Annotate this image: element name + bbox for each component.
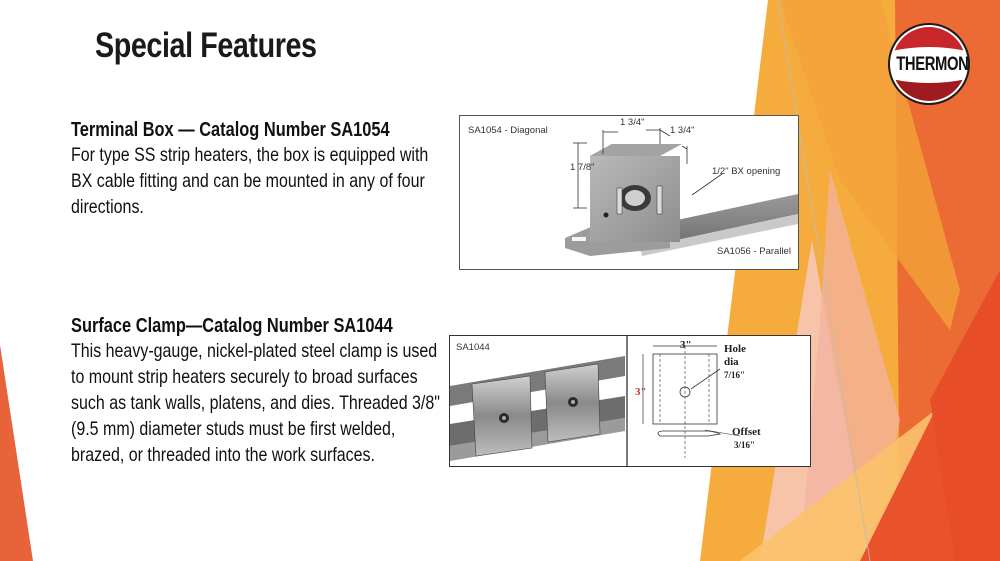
hole-size-label: 7/16"	[724, 370, 745, 380]
surface-clamp-figure	[449, 335, 811, 467]
dimension-width: 1 3/4"	[620, 117, 645, 128]
surface-clamp-heading: Surface Clamp—Catalog Number SA1044	[71, 315, 393, 337]
surface-clamp-illustration-icon	[450, 336, 810, 466]
logo-text: THERMON	[896, 54, 969, 75]
offset-label: Offset	[732, 426, 761, 438]
clamp-height-dimension: 3"	[635, 386, 647, 398]
offset-size-label: 3/16"	[734, 440, 755, 450]
figure-label-sa1044: SA1044	[456, 342, 490, 353]
terminal-box-section	[71, 118, 448, 220]
terminal-box-description: For type SS strip heaters, the box is equipped with BX cable fitting and can be mounted in any of four directions.	[71, 144, 429, 218]
surface-clamp-description: This heavy-gauge, nickel-plated steel clamp is used to mount strip heaters securely to broad surfaces such as tank walls, platens, and dies. Threaded 3/8" (9.5 mm) diameter studs must be first welded, brazed, or threaded into the work surfaces.	[71, 340, 440, 466]
dimension-height: 1 7/8"	[570, 162, 595, 173]
thermon-logo	[887, 22, 971, 106]
bx-opening-label: 1/2" BX opening	[712, 166, 781, 177]
terminal-box-figure	[459, 115, 799, 270]
surface-clamp-section	[71, 314, 448, 468]
figure-label-diagonal: SA1054 - Diagonal	[468, 125, 548, 136]
hole-label-line2: dia	[724, 356, 739, 368]
terminal-box-heading: Terminal Box — Catalog Number SA1054	[71, 119, 390, 141]
slide-title: Special Features	[95, 26, 317, 65]
hole-label-line1: Hole	[724, 343, 746, 355]
figure-label-parallel: SA1056 - Parallel	[717, 246, 791, 257]
dimension-depth: 1 3/4"	[670, 125, 695, 136]
left-accent-shape	[0, 345, 33, 561]
clamp-width-dimension: 3"	[680, 339, 692, 351]
